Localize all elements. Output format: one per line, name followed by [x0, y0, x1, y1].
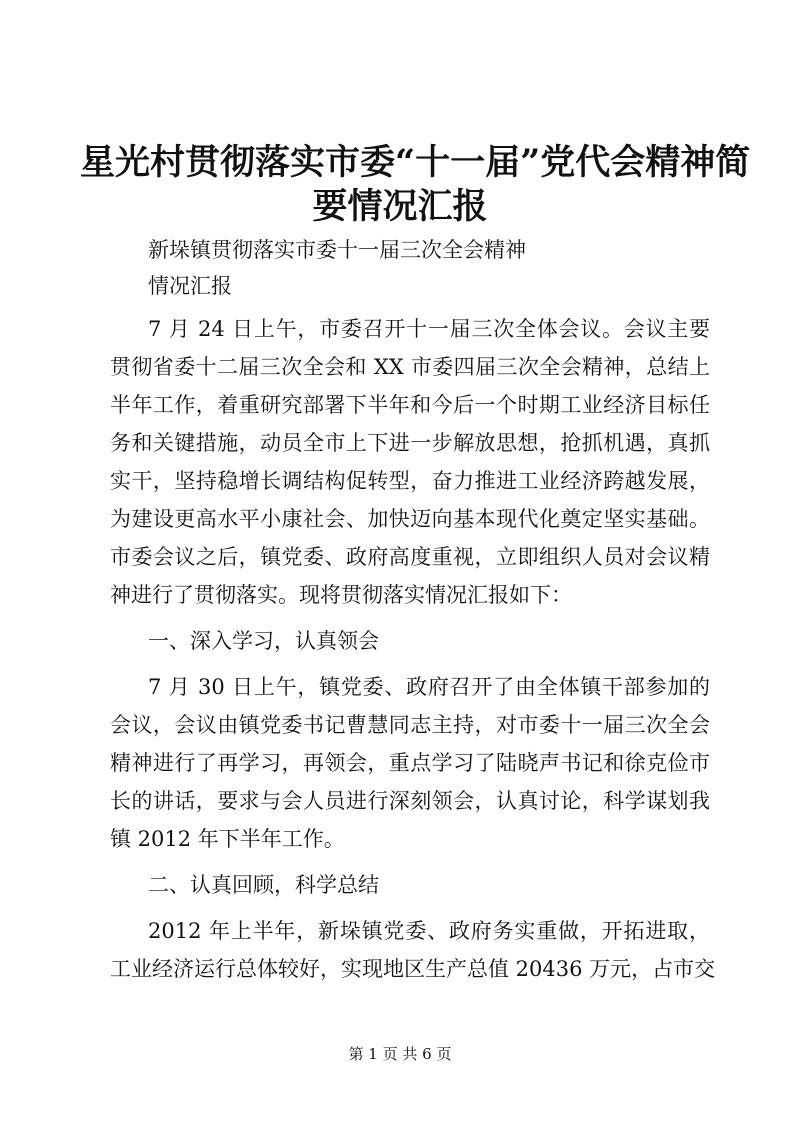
- paragraph-2-line: 会议，会议由镇党委书记曹慧同志主持，对市委十一届三次全会: [110, 713, 710, 737]
- paragraph-1-line: 市委会议之后，镇党委、政府高度重视，立即组织人员对会议精: [110, 545, 710, 569]
- paragraph-2-line: 镇 2012 年下半年工作。: [110, 827, 345, 851]
- paragraph-2-line: 7 月 30 日上午，镇党委、政府召开了由全体镇干部参加的: [148, 675, 710, 699]
- paragraph-1-line: 为建设更高水平小康社会、加快迈向基本现代化奠定坚实基础。: [110, 507, 710, 531]
- paragraph-1-line: 7 月 24 日上午，市委召开十一届三次全体会议。会议主要: [148, 317, 710, 341]
- paragraph-3-line: 2012 年上半年，新垛镇党委、政府务实重做，开拓进取，: [148, 919, 710, 943]
- page-footer: 第 1 页 共 6 页: [348, 1045, 452, 1063]
- section-heading-1: 一、深入学习，认真领会: [148, 629, 379, 653]
- paragraph-2-line: 长的讲话，要求与会人员进行深刻领会，认真讨论，科学谋划我: [110, 789, 710, 813]
- paragraph-1-line: 神进行了贯彻落实。现将贯彻落实情况汇报如下：: [110, 583, 572, 607]
- paragraph-1-line: 务和关键措施，动员全市上下进一步解放思想，抢抓机遇，真抓: [110, 431, 710, 455]
- paragraph-3-line: 工业经济运行总体较好，实现地区生产总值 20436 万元，占市交: [110, 957, 716, 981]
- paragraph-1-line: 实干，坚持稳增长调结构促转型，奋力推进工业经济跨越发展，: [110, 469, 710, 493]
- paragraph-1-line: 半年工作，着重研究部署下半年和今后一个时期工业经济目标任: [110, 393, 710, 417]
- paragraph-1-line: 贯彻省委十二届三次全会和 XX 市委四届三次全会精神，总结上: [110, 355, 710, 379]
- document-title-line-2: 要情况汇报: [312, 186, 488, 227]
- section-heading-2: 二、认真回顾，科学总结: [148, 873, 379, 897]
- subtitle-line-2: 情况汇报: [148, 274, 232, 298]
- subtitle-line-1: 新垛镇贯彻落实市委十一届三次全会精神: [148, 238, 526, 262]
- document-title-line-1: 星光村贯彻落实市委“十一届”党代会精神简: [80, 142, 751, 183]
- paragraph-2-line: 精神进行了再学习，再领会，重点学习了陆晓声书记和徐克俭市: [110, 751, 710, 775]
